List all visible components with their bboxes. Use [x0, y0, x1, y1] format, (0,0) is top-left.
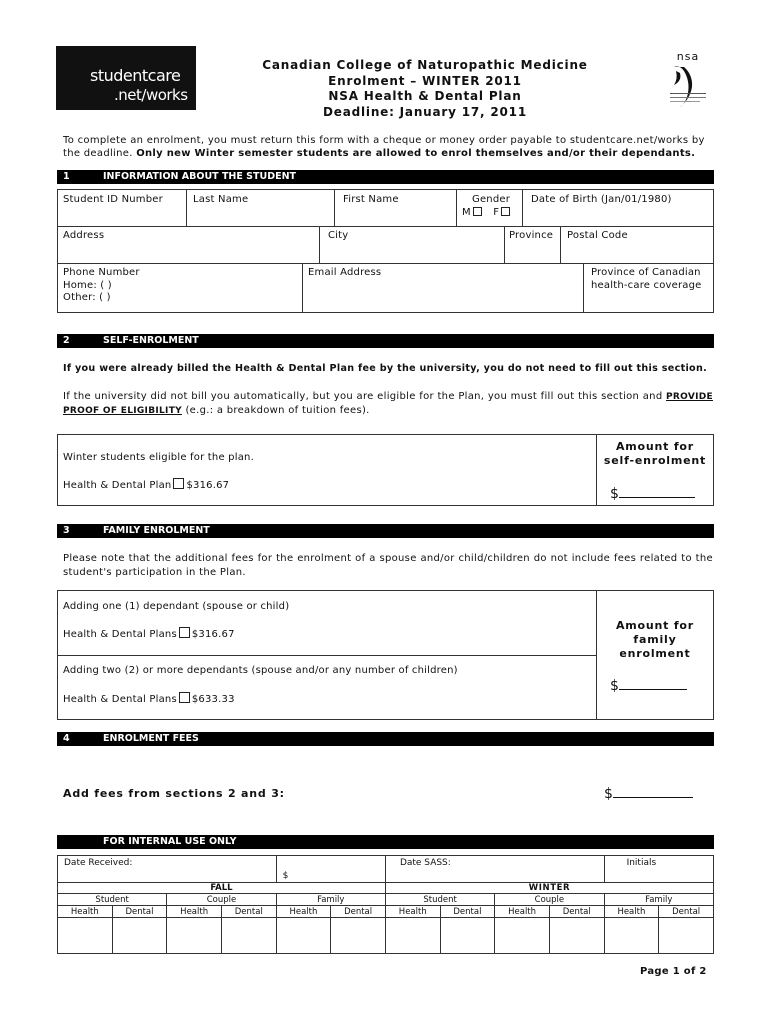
section2-bold-note: If you were already billed the Health & Dental Plan fee by the university, you do not need to fill out this section. [63, 363, 708, 374]
winter-header: WINTER [385, 883, 713, 894]
input-cell[interactable] [276, 918, 331, 954]
family-plan-checkbox-one[interactable] [179, 627, 190, 638]
provide-link: PROVIDE [666, 392, 713, 402]
section2-note-b: (e.g.: a breakdown of tuition fees). [185, 405, 370, 416]
date-sass-label: Date SASS: [399, 858, 451, 868]
phone-label: Phone Number [63, 267, 140, 278]
province-healthcare-line1: Province of Canadian [591, 267, 701, 278]
fall-family-health: Health [276, 906, 331, 918]
internal-bar [57, 835, 714, 849]
input-cell[interactable] [58, 918, 113, 954]
postal-code-field[interactable]: Postal Code [567, 230, 628, 241]
gender-label: Gender [472, 194, 511, 205]
intro-text: To complete an enrolment, you must return this form with a cheque or money order payable to studentcare.net/works by the deadline. [63, 135, 705, 159]
header-enrolment: Enrolment – WINTER 2011 [328, 73, 522, 88]
input-cell[interactable] [167, 918, 222, 954]
winter-family-dental: Dental [659, 906, 714, 918]
initials-cell[interactable] [604, 856, 713, 883]
phone-field[interactable] [63, 267, 140, 305]
nsa-emblem-icon [660, 63, 716, 109]
input-cell[interactable] [604, 918, 659, 954]
fall-couple-header: Couple [167, 894, 276, 906]
fall-student-dental: Dental [112, 906, 167, 918]
section4-bar [57, 732, 714, 746]
winter-student-dental: Dental [440, 906, 495, 918]
dob-field[interactable]: Date of Birth (Jan/01/1980) [531, 194, 672, 205]
input-cell[interactable] [221, 918, 276, 954]
self-plan-checkbox[interactable] [173, 478, 184, 489]
input-cell[interactable] [440, 918, 495, 954]
self-plan-label: Health & Dental Plan [63, 480, 172, 491]
gender-f-label: F [493, 207, 500, 218]
total-amount-field[interactable] [604, 784, 693, 802]
family-dollar-sign: $ [610, 678, 619, 694]
family-plan-label-two: Health & Dental Plans [63, 694, 177, 705]
input-cell[interactable] [495, 918, 550, 954]
initials-label: Initials [626, 858, 657, 868]
section1-title: INFORMATION ABOUT THE STUDENT [103, 171, 297, 182]
fall-student-header: Student [58, 894, 167, 906]
family-amount-line1: Amount for [615, 619, 695, 632]
fall-header: FALL [58, 883, 386, 894]
input-cell[interactable] [331, 918, 386, 954]
student-info-box [57, 189, 714, 313]
nsa-logo-text: nsa [676, 50, 700, 63]
city-field[interactable]: City [328, 230, 349, 241]
self-amount-label [598, 440, 712, 468]
page-number: Page 1 of 2 [640, 966, 707, 977]
last-name-field[interactable]: Last Name [193, 194, 249, 205]
province-healthcare-line2: health-care coverage [591, 279, 702, 291]
self-amount-field[interactable] [610, 484, 695, 502]
input-cell[interactable] [659, 918, 714, 954]
fall-couple-dental: Dental [221, 906, 276, 918]
fall-family-header: Family [276, 894, 385, 906]
logo-line1: studentcare [90, 66, 181, 85]
section2-number: 2 [63, 335, 70, 346]
winter-couple-header: Couple [495, 894, 604, 906]
header-deadline: Deadline: January 17, 2011 [323, 104, 527, 119]
section2-note [63, 390, 713, 418]
add-fees-label: Add fees from sections 2 and 3: [63, 787, 285, 800]
section1-bar [57, 170, 714, 184]
student-id-field[interactable]: Student ID Number [63, 194, 163, 205]
phone-other[interactable]: Other: ( ) [63, 292, 111, 303]
self-plan-price: $316.67 [186, 480, 230, 491]
section3-note: Please note that the additional fees for the enrolment of a spouse and/or child/children do not include fees related to the student's participation in the Plan. [63, 553, 713, 578]
nsa-logo [660, 50, 716, 112]
gender-options [462, 207, 512, 218]
family-plan-price-one: $316.67 [191, 629, 235, 640]
studentcare-logo [56, 46, 196, 110]
self-plan-option [63, 478, 229, 491]
section1-number: 1 [63, 171, 70, 182]
family-amount-label [598, 619, 712, 661]
email-field[interactable]: Email Address [308, 267, 382, 278]
section4-number: 4 [63, 733, 70, 744]
province-field[interactable]: Province [509, 230, 554, 241]
family-amount-line3: enrolment [619, 647, 691, 660]
input-cell[interactable] [385, 918, 440, 954]
first-name-field[interactable]: First Name [343, 194, 399, 205]
family-plan-price-two: $633.33 [191, 694, 235, 705]
family-plan-option-one [63, 627, 235, 640]
gender-f-checkbox[interactable] [501, 207, 510, 216]
fall-family-dental: Dental [331, 906, 386, 918]
gender-m-label: M [462, 207, 471, 218]
amount-received-cell[interactable] [276, 856, 385, 883]
province-healthcare-field[interactable] [591, 267, 702, 292]
header-plan: NSA Health & Dental Plan [328, 89, 522, 103]
section2-title: SELF-ENROLMENT [103, 335, 199, 346]
date-sass-cell[interactable] [385, 856, 604, 883]
address-field[interactable]: Address [63, 230, 105, 241]
self-amount-line1: Amount for [615, 440, 695, 453]
section3-bar [57, 524, 714, 538]
family-amount-field[interactable] [610, 676, 687, 694]
date-received-cell[interactable] [58, 856, 277, 883]
winter-student-health: Health [385, 906, 440, 918]
one-dependant-text: Adding one (1) dependant (spouse or child) [63, 601, 290, 612]
winter-couple-dental: Dental [549, 906, 604, 918]
proof-link: PROOF OF ELIGIBILITY [63, 406, 182, 416]
winter-student-header: Student [385, 894, 494, 906]
internal-title: FOR INTERNAL USE ONLY [103, 836, 237, 847]
section2-note-a: If the university did not bill you automatically, but you are eligible for the Plan, you must fill out this section and [63, 391, 663, 402]
section2-bar [57, 334, 714, 348]
family-amount-line2: family [633, 633, 677, 646]
section3-number: 3 [63, 525, 70, 536]
family-plan-label-one: Health & Dental Plans [63, 629, 177, 640]
intro-paragraph [63, 134, 713, 160]
family-plan-checkbox-two[interactable] [179, 692, 190, 703]
logo-line2: .net/works [114, 86, 188, 104]
section4-title: ENROLMENT FEES [103, 733, 199, 744]
input-cell[interactable] [112, 918, 167, 954]
intro-bold: Only new Winter semester students are allowed to enrol themselves and/or their dependants. [136, 148, 696, 159]
family-plan-option-two [63, 692, 235, 705]
phone-home[interactable]: Home: ( ) [63, 279, 112, 291]
self-amount-line2: self-enrolment [603, 454, 707, 467]
gender-m-checkbox[interactable] [473, 207, 482, 216]
fall-couple-health: Health [167, 906, 222, 918]
self-dollar-sign: $ [610, 486, 619, 502]
winter-family-health: Health [604, 906, 659, 918]
date-received-label: Date Received: [64, 858, 133, 868]
internal-dollar-sign: $ [282, 871, 289, 881]
two-dependants-text: Adding two (2) or more dependants (spouse and/or any number of children) [63, 665, 458, 676]
form-header [230, 58, 620, 120]
winter-couple-health: Health [495, 906, 550, 918]
section3-title: FAMILY ENROLMENT [103, 525, 210, 536]
header-college: Canadian College of Naturopathic Medicine [262, 58, 588, 72]
fall-student-health: Health [58, 906, 113, 918]
input-cell[interactable] [549, 918, 604, 954]
eligible-text: Winter students eligible for the plan. [63, 452, 254, 463]
winter-family-header: Family [604, 894, 713, 906]
total-dollar-sign: $ [604, 786, 613, 802]
internal-use-table [57, 855, 714, 954]
